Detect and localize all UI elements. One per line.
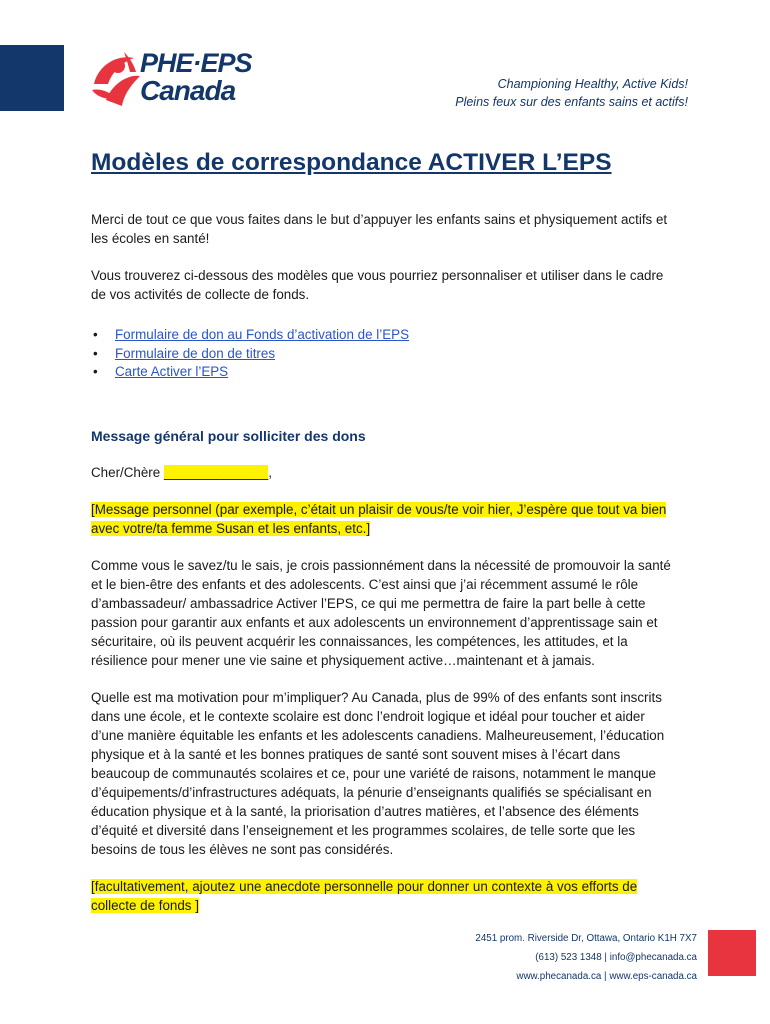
footer-address: 2451 prom. Riverside Dr, Ottawa, Ontario K1H 7X7	[475, 933, 697, 944]
logo-text-line2: Canada	[140, 75, 236, 106]
salutation-prefix: Cher/Chère	[91, 464, 164, 480]
link-activate-card[interactable]: Carte Activer l’EPS	[115, 364, 229, 379]
salutation-suffix: ,	[268, 464, 272, 480]
tagline-en: Championing Healthy, Active Kids!	[497, 77, 688, 91]
body-paragraph-2: Quelle est ma motivation pour m’impliquer? Au Canada, plus de 99% of des enfants sont inscrits dans une école, et le contexte scolaire est donc l’endroit logique et idéal pour toucher et aider d’une manière équitable les enfants et les adolescents canadiens. Malheureusement, l’éducation physique et à la santé et les bonnes pratiques de santé sont souvent mises à l’écart dans beaucoup de communautés scolaires et ce, pour une variété de raisons, notamment le manque d’équipements/d’infrastructures adéquats, la pénurie d’enseignants qualifiés se spécialisant en éducation physique et à la santé, la priorisation d’autres matières, et l’absence des éléments d’équité et diversité dans l’enseignement et les programmes scolaires, de telle sorte que les besoins de tous les élèves ne sont pas considérés.	[91, 689, 665, 857]
salutation	[91, 463, 681, 482]
corner-square-red	[708, 930, 756, 976]
link-securities-form[interactable]: Formulaire de don de titres	[115, 345, 276, 361]
corner-square-blue	[0, 45, 64, 111]
link-donation-form[interactable]: Formulaire de don au Fonds d’activation de l’EPS	[115, 327, 410, 342]
logo-text-line1: PHE·EPS	[140, 48, 252, 78]
list-item	[115, 345, 681, 364]
list-item	[115, 363, 681, 382]
list-item	[115, 326, 681, 345]
page-title: Modèles de correspondance ACTIVER L’EPS	[91, 149, 612, 176]
optional-note-text: [facultativement, ajoutez une anecdote personnelle pour donner un contexte à vos efforts de collecte de fonds ]	[91, 878, 638, 913]
section-heading: Message général pour solliciter des dons	[91, 427, 366, 444]
document-body	[91, 148, 681, 933]
intro-paragraph-1: Merci de tout ce que vous faites dans le but d’appuyer les enfants sains et physiquement actifs et les écoles en santé!	[91, 212, 668, 246]
footer-contact: (613) 523 1348 | info@phecanada.ca	[535, 952, 697, 963]
optional-note-placeholder	[91, 877, 681, 915]
body-paragraph-1: Comme vous le savez/tu le sais, je crois passionnément dans la nécessité de promouvoir la santé et le bien-être des enfants et des adolescents. C’est ainsi que j’ai récemment assumé le rôle d’ambassadeur/ ambassadrice Activer l’EPS, ce qui me permettra de faire la part belle à cette passion pour garantir aux enfants et aux adolescents un environnement d’apprentissage sain et sécuritaire, où ils peuvent acquérir les connaissances, les compétences, les attitudes, et la résilience pour mener une vie saine et physiquement active…maintenant et à jamais.	[91, 557, 671, 668]
resource-links-list	[91, 326, 681, 382]
footer	[475, 929, 697, 986]
personal-message-placeholder	[91, 500, 681, 538]
salutation-blank: ______________	[163, 464, 269, 480]
personal-message-text: [Message personnel (par exemple, c’était un plaisir de vous/te voir hier, J’espère que tout va bien avec votre/ta femme Susan et les enfants, etc.]	[91, 501, 667, 536]
footer-web: www.phecanada.ca | www.eps-canada.ca	[516, 971, 697, 982]
tagline-fr: Pleins feux sur des enfants sains et actifs!	[455, 95, 688, 109]
tagline	[455, 75, 688, 111]
intro-paragraph-2: Vous trouverez ci-dessous des modèles que vous pourriez personnaliser et utiliser dans le cadre de vos activités de collecte de fonds.	[91, 268, 664, 302]
